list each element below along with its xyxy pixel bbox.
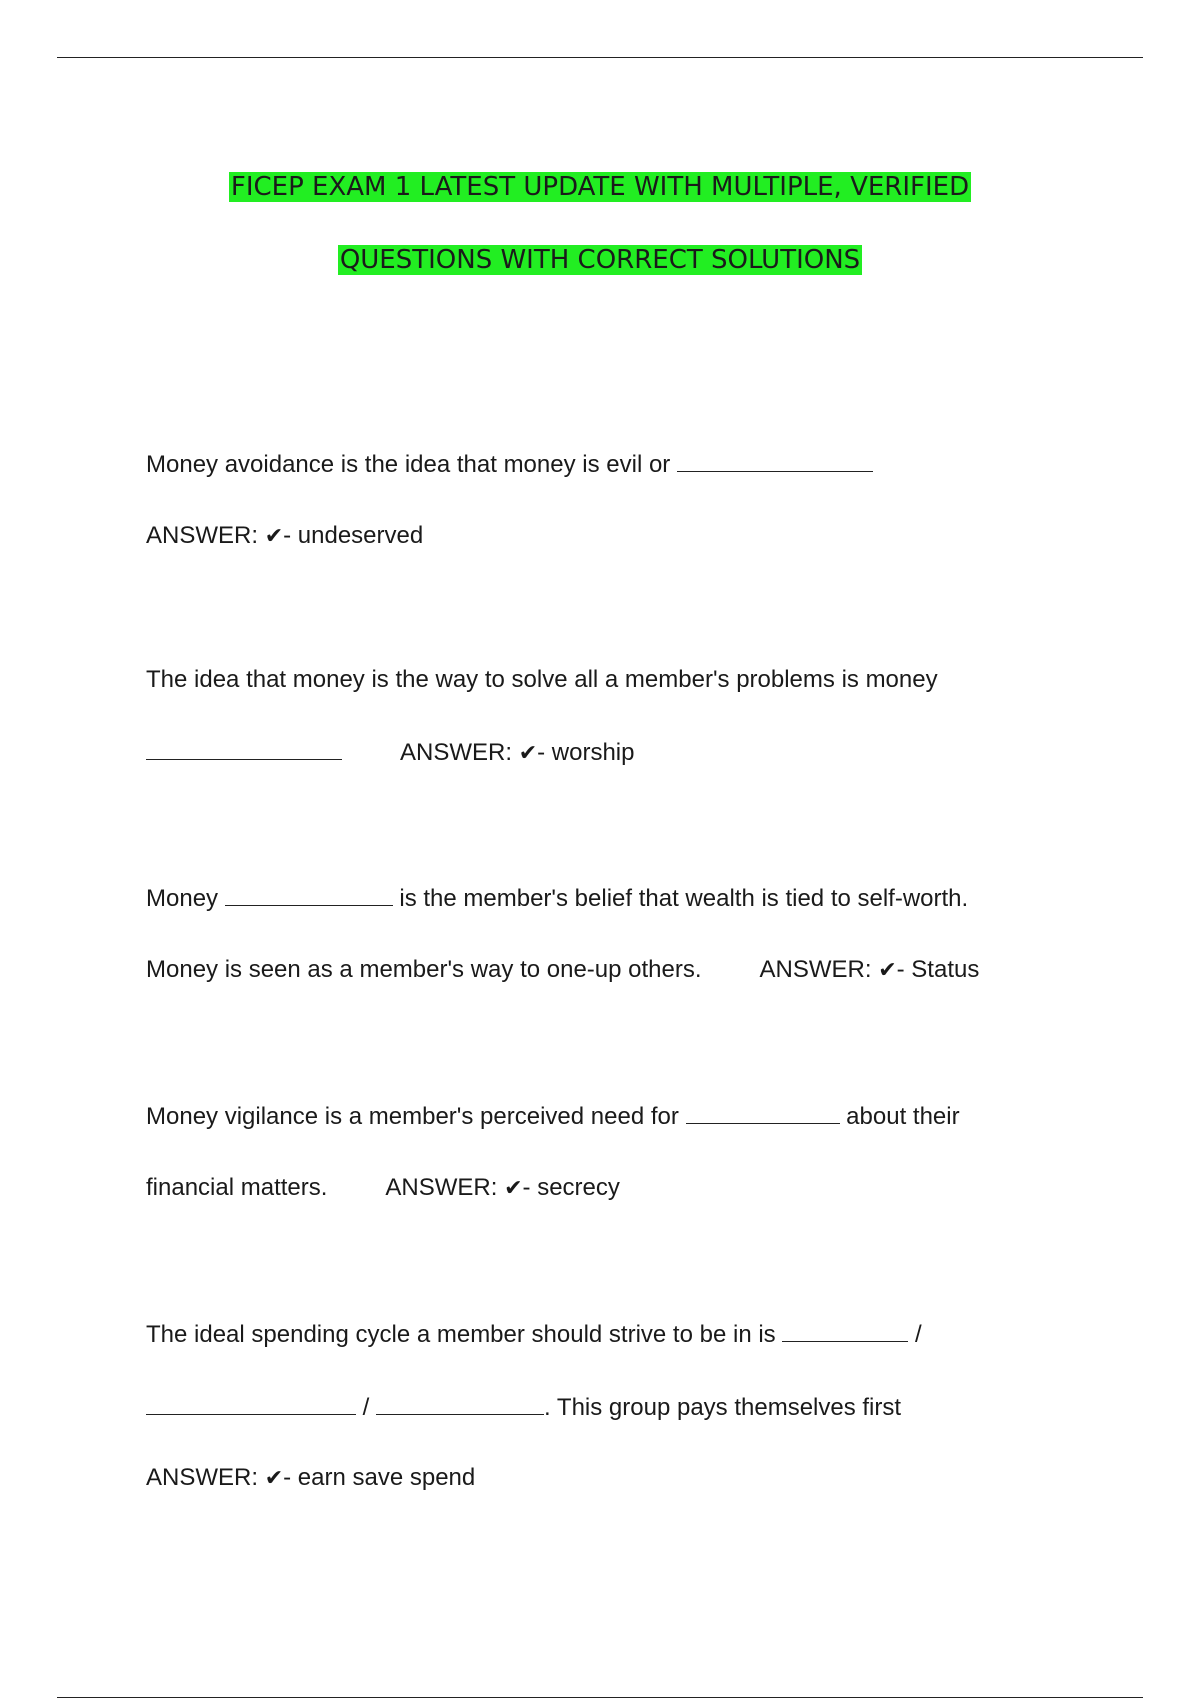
question-5-blank-2 [146, 1392, 356, 1415]
question-5-text-before: The ideal spending cycle a member should strive to be in is [146, 1321, 783, 1348]
question-4-text-line-2: financial matters. [146, 1174, 328, 1201]
answer-label: ANSWER: [759, 956, 879, 983]
question-5-line-2 [146, 1392, 901, 1423]
question-3-answer [146, 955, 979, 986]
question-3-answer-text: - Status [896, 956, 980, 983]
question-4-text-before: Money vigilance is a member's perceived need for [146, 1103, 686, 1130]
answer-label: ANSWER: [146, 522, 265, 549]
question-1-answer [146, 521, 423, 552]
question-2-answer-text: - worship [537, 739, 635, 766]
bottom-rule [57, 1697, 1143, 1698]
check-mark-icon: ✔ [264, 524, 284, 549]
title-highlight-1: FICEP EXAM 1 LATEST UPDATE WITH MULTIPLE, VERIFIED [230, 172, 970, 202]
check-mark-icon: ✔ [504, 1176, 523, 1201]
question-5-blank-1 [782, 1319, 908, 1342]
question-1-blank [677, 449, 873, 472]
document-title-line-2 [0, 243, 1200, 277]
check-mark-icon: ✔ [264, 1466, 284, 1491]
question-1-answer-text: - undeserved [283, 522, 424, 549]
question-2-text: The idea that money is the way to solve all a member's problems is money [146, 666, 938, 693]
question-5-answer-text: - earn save spend [283, 1464, 476, 1491]
question-2-blank [146, 737, 342, 760]
question-5-text-after: . This group pays themselves first [544, 1394, 902, 1421]
question-4-answer [146, 1173, 620, 1204]
question-3 [146, 883, 968, 914]
question-2-answer [146, 737, 634, 769]
question-3-text-before: Money [146, 885, 225, 912]
check-mark-icon: ✔ [518, 741, 538, 766]
question-5-blank-3 [376, 1392, 544, 1415]
question-3-blank [225, 883, 393, 906]
question-4-blank [686, 1101, 840, 1124]
answer-label: ANSWER: [385, 1174, 505, 1201]
question-4-text-after: about their [839, 1103, 960, 1130]
question-5-separator-1: / [908, 1321, 922, 1348]
question-1 [146, 449, 873, 480]
question-5 [146, 1319, 922, 1350]
answer-label: ANSWER: [400, 739, 519, 766]
document-title-line-1 [0, 170, 1200, 204]
question-3-text-line-2: Money is seen as a member's way to one-up others. [146, 956, 702, 983]
question-4-answer-text: - secrecy [522, 1174, 620, 1201]
question-5-separator-2: / [356, 1394, 377, 1421]
check-mark-icon: ✔ [878, 958, 897, 983]
question-4 [146, 1101, 960, 1132]
question-5-answer [146, 1463, 475, 1494]
answer-label: ANSWER: [146, 1464, 265, 1491]
question-3-text-after: is the member's belief that wealth is tied to self-worth. [392, 885, 969, 912]
title-highlight-2: QUESTIONS WITH CORRECT SOLUTIONS [339, 245, 861, 275]
question-1-text: Money avoidance is the idea that money is evil or [146, 451, 677, 478]
top-rule [57, 57, 1143, 58]
question-2 [146, 665, 938, 695]
